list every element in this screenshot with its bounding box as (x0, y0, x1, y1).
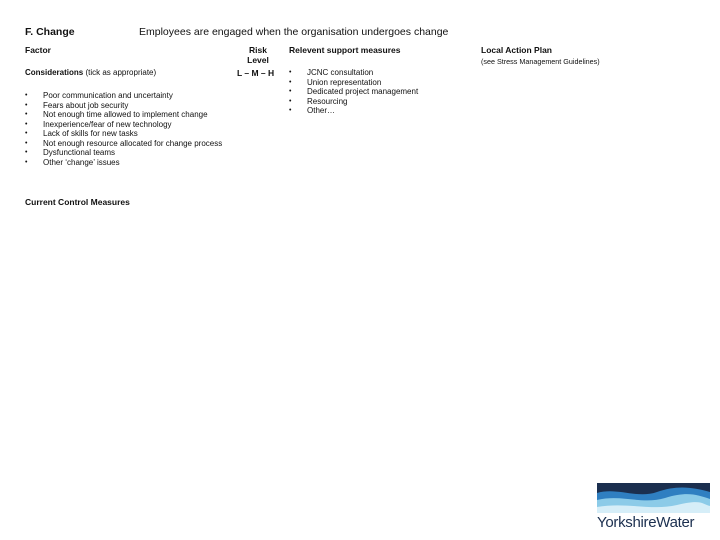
list-item: • Other ‘change’ issues (25, 158, 222, 168)
list-item: • Resourcing (289, 97, 418, 107)
list-item: • Dedicated project management (289, 87, 418, 97)
water-wave-icon (597, 483, 710, 513)
local-action-plan-header: Local Action Plan (481, 45, 553, 55)
considerations-list (25, 91, 222, 167)
support-measures-header: Relevent support measures (289, 45, 401, 55)
logo-brand-text: YorkshireWater (597, 514, 695, 531)
risk-level-header (238, 45, 278, 65)
list-item: • Poor communication and uncertainty (25, 91, 222, 101)
list-item: • Not enough resource allocated for change process (25, 139, 222, 149)
list-item: • Other… (289, 106, 418, 116)
list-item: • Dysfunctional teams (25, 148, 222, 158)
list-item: • Inexperience/fear of new technology (25, 120, 222, 130)
section-subtitle: Employees are engaged when the organisation undergoes change (139, 26, 449, 38)
list-item: • Union representation (289, 78, 418, 88)
list-item: • Not enough time allowed to implement change (25, 110, 222, 120)
list-item: • Lack of skills for new tasks (25, 129, 222, 139)
risk-scale: L – M – H (237, 68, 275, 78)
risk-level-header-line1: Risk (249, 45, 267, 55)
section-title: F. Change (25, 26, 75, 38)
factor-header: Factor (25, 45, 51, 55)
considerations-heading (25, 68, 156, 77)
considerations-label: Considerations (25, 68, 84, 77)
current-control-measures-heading: Current Control Measures (25, 197, 130, 207)
support-measures-list (289, 68, 418, 116)
considerations-note: (tick as appropriate) (85, 68, 157, 77)
list-item: • Fears about job security (25, 101, 222, 111)
yorkshire-water-logo (597, 483, 710, 535)
risk-level-header-line2: Level (247, 55, 269, 65)
list-item: • JCNC consultation (289, 68, 418, 78)
local-action-plan-note: (see Stress Management Guidelines) (481, 57, 600, 66)
